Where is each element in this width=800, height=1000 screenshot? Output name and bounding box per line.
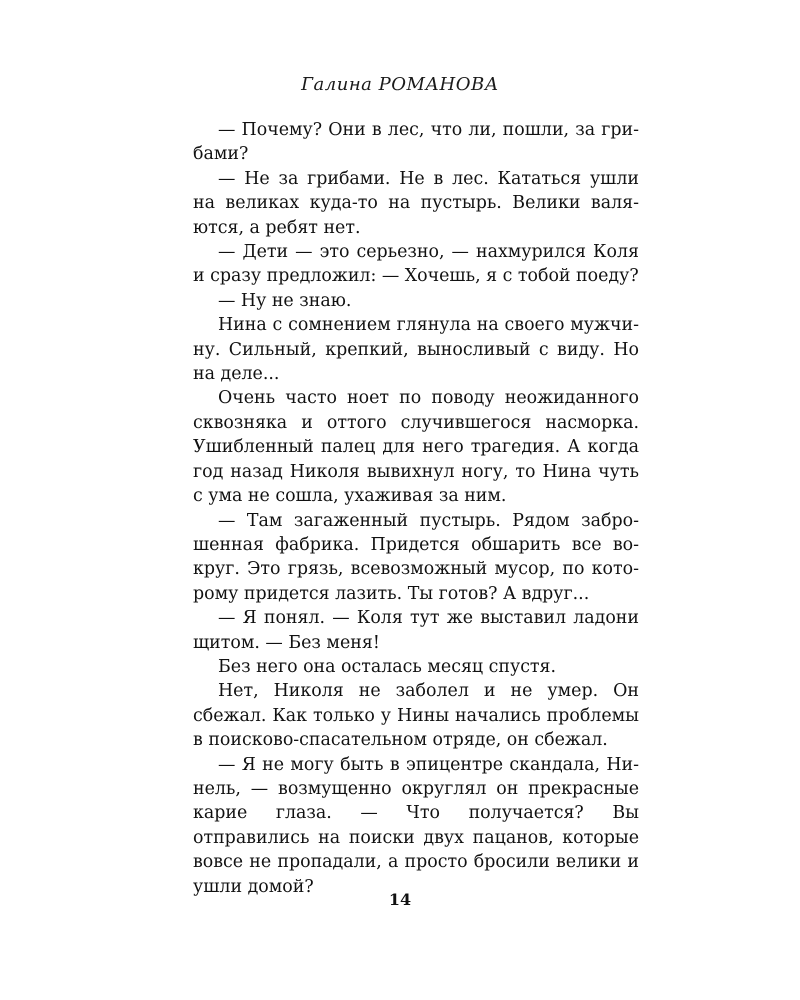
paragraph: Без него она осталась месяц спустя. xyxy=(218,656,557,677)
paragraph: — Там загаженный пустырь. Рядом заброшенная фабрика. Придется обшарить все вокруг. Это грязь, всевозможный мусор, по которому придется лазить. Ты готов? А вдруг... xyxy=(193,510,639,604)
page-number: 14 xyxy=(388,890,412,909)
paragraph: — Не за грибами. Не в лес. Кататься ушли на великах куда-то на пустырь. Велики валяются, а ребят нет. xyxy=(193,168,639,238)
paragraph: — Почему? Они в лес, что ли, пошли, за грибами? xyxy=(193,120,639,165)
paragraph: Очень часто ноет по поводу неожиданного сквозняка и оттого случившегося насморка. Ушибленный палец для него трагедия. А когда год назад Николя вывихнул ногу, то Нина чуть с ума не сошла, ухаживая за ним. xyxy=(193,388,639,507)
paragraph: Нет, Николя не заболел и не умер. Он сбежал. Как только у Нины начались проблемы в поисково-спасательном отряде, он сбежал. xyxy=(193,681,639,751)
running-head: Галина РОМАНОВА xyxy=(301,74,499,95)
paragraph: — Дети — это серьезно, — нахмурился Коля и сразу предложил: — Хочешь, я с тобой поеду? xyxy=(193,242,639,287)
body-text xyxy=(193,118,639,899)
paragraph: — Я понял. — Коля тут же выставил ладони щитом. — Без меня! xyxy=(193,608,639,653)
paragraph: — Я не могу быть в эпицентре скандала, Нинель, — возмущенно округлял он прекрасные карие глаза. — Что получается? Вы отправились на поиски двух пацанов, которые вовсе не пропадали, а просто бросили велики и ушли домой? xyxy=(193,754,639,897)
paragraph: Нина с сомнением глянула на своего мужчину. Сильный, крепкий, выносливый с виду. Но на деле... xyxy=(193,315,639,385)
paragraph: — Ну не знаю. xyxy=(218,290,352,311)
